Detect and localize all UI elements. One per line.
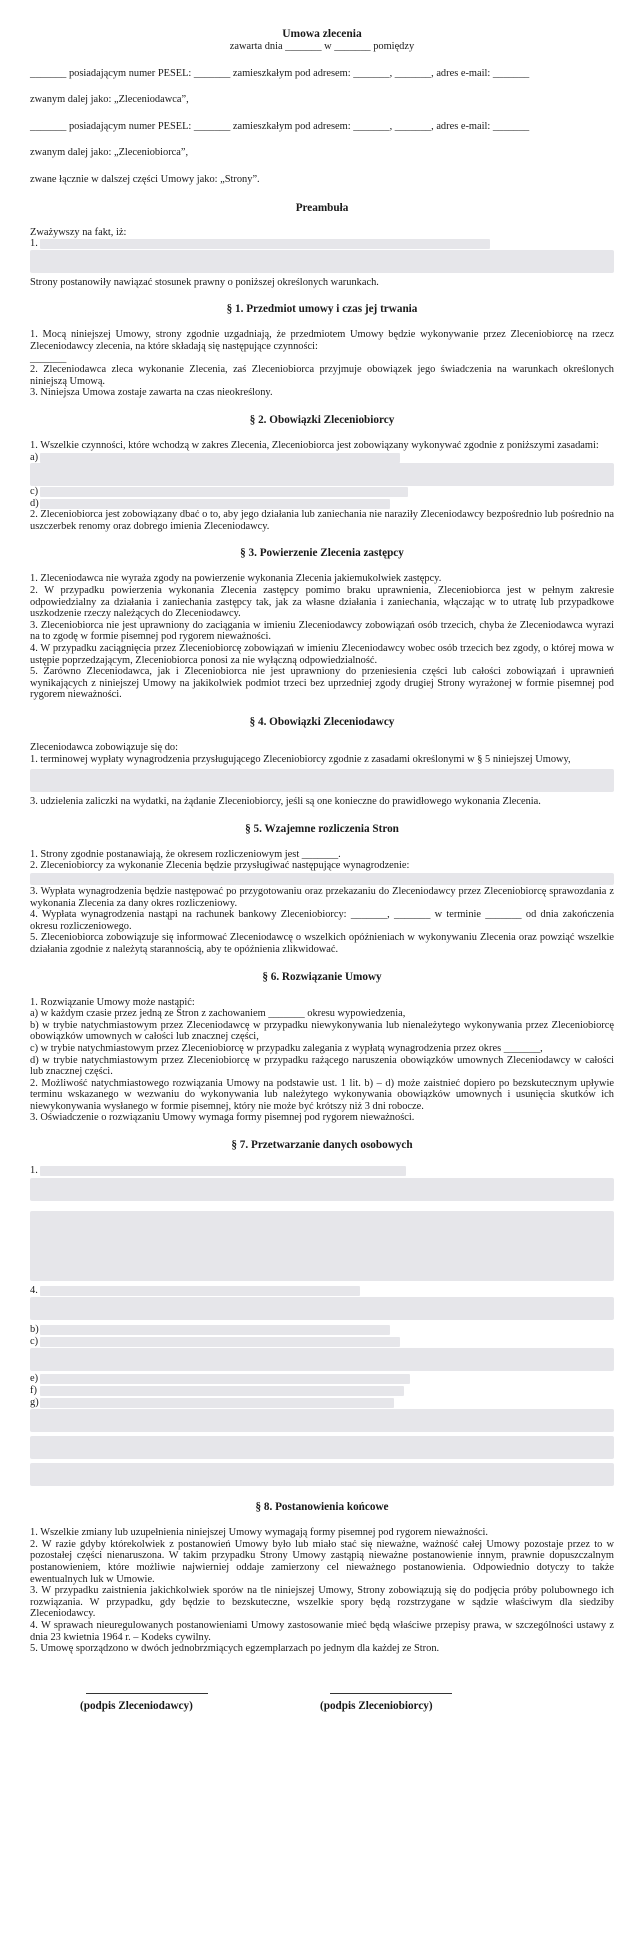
placeholder-block (30, 1463, 614, 1486)
s5-para-1: 1. Strony zgodnie postanawiają, że okresem rozliczeniowym jest _______. (30, 848, 341, 860)
s7-item-e (30, 1373, 614, 1385)
placeholder-bar (40, 1398, 394, 1408)
s6-item-a: a) w każdym czasie przez jedną ze Stron z zachowaniem _______ okresu wypowiedzenia, (30, 1008, 406, 1020)
item-label: 4. (30, 1284, 38, 1296)
item-label: d) (30, 497, 39, 509)
s5-para-5: 5. Zleceniobiorca zobowiązuje się informować Zleceniodawcę o wszelkich opóźnieniach w wykonywaniu Zlecenia oraz powziąć wszelkie działania zgodnie z należytą starannością, aby te opóźnienia zlikwidować. (30, 932, 614, 955)
section-7-title: § 7. Przetwarzanie danych osobowych (231, 1139, 413, 1152)
placeholder-block (30, 1211, 614, 1281)
preamble-item-label: 1. (30, 238, 38, 250)
s5-para-3: 3. Wypłata wynagrodzenia będzie następować po przygotowaniu oraz przekazaniu do Zleceniodawcy przez Zleceniobiorcę sprawozdania z wykonania Zlecenia za dany okres rozliczeniowy. (30, 885, 614, 909)
placeholder-bar (40, 1386, 404, 1396)
s7-item-1 (30, 1165, 614, 1177)
s2-item-d (30, 498, 614, 510)
document-subtitle: zawarta dnia _______ w _______ pomiędzy (229, 41, 415, 52)
preamble-intro: Zważywszy na fakt, iż: (30, 226, 127, 238)
item-label: e) (30, 1373, 39, 1385)
s4-para-3: 3. udzielenia zaliczki na wydatki, na żądanie Zleceniobiorcy, jeśli są one konieczne do prawidłowego wykonania Zlecenia. (30, 796, 541, 808)
s6-para-2: 2. Możliwość natychmiastowego rozwiązania Umowy na podstawie ust. 1 lit. b) – d) może zaistnieć dopiero po bezskutecznym upływie terminu wskazanego w wezwaniu do wykonywania lub należytego wykonywania obowiązków umownych i usunięcia skutków ich niewykonywania wysłanego w formie pisemnej, który nie może być krótszy niż 3 dni robocze. (30, 1077, 614, 1112)
s4-intro: Zleceniodawca zobowiązuje się do: (30, 742, 179, 753)
s2-item-a (30, 452, 614, 464)
s8-para-2: 2. W razie gdyby którekolwiek z postanowień Umowy było lub miało stać się nieważne, ważność całej Umowy pozostaje przez to w pozostałej części nienaruszona. W takim przypadku Strony Umowy zastąpią nieważne postanowienie innym, prawnie dopuszczalnym postanowieniem, które możliwie najwierniej oddaje zamierzony cel nieważnego postanowienia. Odpowiednio dotyczy to także ewentualnych luk w Umowie. (30, 1538, 614, 1585)
placeholder-bar (40, 1166, 406, 1176)
s3-para-5: 5. Zarówno Zleceniodawca, jak i Zleceniobiorca nie jest uprawniony do przeniesienia części lub całości zobowiązań i uprawnień wynikających z niniejszej Umowy na jakikolwiek podmiot trzeci bez uprzedniej zgody drugiej Strony wyrażonej w formie pisemnej pod rygorem nieważności. (30, 666, 614, 701)
placeholder-block (30, 1348, 614, 1371)
section-3-title: § 3. Powierzenie Zlecenia zastępcy (240, 547, 404, 560)
placeholder-block (30, 250, 614, 273)
s8-para-3: 3. W przypadku zaistnienia jakichkolwiek sporów na tle niniejszej Umowy, Strony zobowiązują się do podjęcia próby polubownego ich rozwiązania. W przypadku, gdy będzie to bezskuteczne, wszelkie spory będą rozstrzygane w sądzie właściwym dla siedziby Zleceniodawcy. (30, 1585, 614, 1620)
document-title: Umowa zlecenia (282, 28, 362, 40)
placeholder-bar (40, 239, 490, 249)
signature-label-left: (podpis Zleceniodawcy) (80, 1699, 193, 1712)
placeholder-bar (40, 499, 390, 509)
item-label: c) (30, 486, 39, 498)
item-label: a) (30, 451, 39, 463)
signature-line-left (86, 1693, 208, 1694)
s6-para-3: 3. Oświadczenie o rozwiązaniu Umowy wymaga formy pisemnej pod rygorem nieważności. (30, 1112, 415, 1124)
s5-para-2: 2. Zleceniobiorcy za wykonanie Zlecenia będzie przysługiwać następujące wynagrodzenie: (30, 860, 410, 872)
s7-item-c (30, 1336, 614, 1348)
s7-item-b (30, 1324, 614, 1336)
signature-line-right (330, 1693, 452, 1694)
s5-para-4: 4. Wypłata wynagrodzenia nastąpi na rachunek bankowy Zleceniobiorcy: _______, _______ w terminie _______ od dnia zakończenia okresu rozliczeniowego. (30, 909, 614, 932)
party2-role: zwanym dalej jako: „Zleceniobiorca”, (30, 147, 189, 159)
party2-details: _______ posiadającym numer PESEL: _______ zamieszkałym pod adresem: _______, _______, adres e-mail: _______ (30, 120, 530, 132)
placeholder-block (30, 1409, 614, 1432)
s7-item-4 (30, 1285, 614, 1297)
placeholder-block (30, 1178, 614, 1201)
s3-para-4: 4. W przypadku zaciągnięcia przez Zleceniobiorcę zobowiązań w imieniu Zleceniodawcy wobec osób trzecich bez zgody, o której mowa w ustępie poprzedzającym, Zleceniobiorca ponosi za nie wyłączną odpowiedzialność. (30, 643, 614, 666)
s8-para-5: 5. Umowę sporządzono w dwóch jednobrzmiących egzemplarzach po jednym dla każdej ze Stron. (30, 1643, 440, 1655)
item-label: b) (30, 1324, 39, 1336)
placeholder-block (30, 1436, 614, 1459)
placeholder-bar (40, 453, 400, 463)
s3-para-2: 2. W przypadku powierzenia wykonania Zlecenia zastępcy pomimo braku uprawnienia, Zleceniobiorca jest w pełnym zakresie odpowiedzialny za działania i zaniechania zastępcy tak, jak za własne działania i zaniechania, włączając w to utratę lub przypadkowe uszkodzenie rzeczy należących do Zleceniodawcy. (30, 585, 614, 620)
signature-label-right: (podpis Zleceniobiorcy) (320, 1699, 433, 1712)
s7-item-f (30, 1385, 614, 1397)
item-label: f) (30, 1385, 37, 1397)
section-2-title: § 2. Obowiązki Zleceniobiorcy (249, 413, 395, 426)
s1-para-3: 3. Niniejsza Umowa zostaje zawarta na czas nieokreślony. (30, 387, 273, 399)
placeholder-bar (40, 1337, 400, 1347)
s6-item-d: d) w trybie natychmiastowym przez Zleceniobiorcę w przypadku rażącego naruszenia obowiązków umownych Zleceniodawcy w całości lub znacznej części. (30, 1054, 614, 1078)
placeholder-block (30, 1297, 614, 1320)
s2-para-1: 1. Wszelkie czynności, które wchodzą w zakres Zlecenia, Zleceniobiorca jest zobowiązany wykonywać zgodnie z poniższymi zasadami: (30, 439, 599, 451)
s8-para-4: 4. W sprawach nieuregulowanych postanowieniami Umowy zastosowanie mieć będą właściwe przepisy prawa, w szczególności ustawy z dnia 23 kwietnia 1964 r. – Kodeks cywilny. (30, 1619, 614, 1643)
item-label: g) (30, 1396, 39, 1408)
signature-area (30, 1693, 614, 1733)
s3-para-1: 1. Zleceniodawca nie wyraża zgody na powierzenie wykonania Zlecenia jakiemukolwiek zastępcy. (30, 573, 442, 585)
section-4-title: § 4. Obowiązki Zleceniodawcy (249, 716, 395, 728)
s8-para-1: 1. Wszelkie zmiany lub uzupełnienia niniejszej Umowy wymagają formy pisemnej pod rygorem nieważności. (30, 1527, 489, 1539)
s1-para-1: 1. Mocą niniejszej Umowy, strony zgodnie uzgadniają, że przedmiotem Umowy będzie wykonywanie przez Zleceniobiorcę na rzecz Zleceniodawcy zlecenia, na które składają się następujące czynności: (30, 329, 614, 352)
placeholder-block (30, 873, 614, 885)
s6-item-b: b) w trybie natychmiastowym przez Zleceniodawcę w przypadku niewykonywania lub nienależytego wykonywania przez Zleceniobiorcę obowiązków umownych w całości lub znacznej części, (30, 1019, 614, 1043)
section-1-title: § 1. Przedmiot umowy i czas jej trwania (226, 303, 418, 316)
section-6-title: § 6. Rozwiązanie Umowy (262, 970, 382, 983)
s1-blank: _______ (30, 352, 67, 364)
section-5-title: § 5. Wzajemne rozliczenia Stron (245, 822, 399, 835)
section-8-title: § 8. Postanowienia końcowe (255, 1501, 389, 1514)
s6-item-c: c) w trybie natychmiastowym przez Zleceniobiorcę w przypadku zalegania z wypłatą wynagrodzenia przez okres _______, (30, 1042, 543, 1054)
party1-role: zwanym dalej jako: „Zleceniodawca”, (30, 94, 189, 106)
preamble-outro: Strony postanowiły nawiązać stosunek prawny o poniższej określonych warunkach. (30, 276, 379, 288)
placeholder-bar (40, 1325, 390, 1335)
s1-para-2: 2. Zleceniodawca zleca wykonanie Zlecenia, zaś Zleceniobiorca przyjmuje obowiązek jego świadczenia na warunkach określonych niniejszą Umową. (30, 364, 614, 387)
item-label: 1. (30, 1165, 38, 1177)
placeholder-bar (40, 1374, 410, 1384)
preamble-item-1 (30, 238, 614, 250)
s2-item-c (30, 486, 614, 498)
placeholder-bar (40, 487, 408, 497)
party1-details: _______ posiadającym numer PESEL: _______ zamieszkałym pod adresem: _______, _______, adres e-mail: _______ (30, 67, 530, 79)
s3-para-3: 3. Zleceniobiorca nie jest uprawniony do zaciągania w imieniu Zleceniodawcy zobowiązań osób trzecich, chyba że Zleceniodawca wyrazi na to zgodę w formie pisemnej pod rygorem nieważności. (30, 619, 614, 643)
s2-para-2: 2. Zleceniobiorca jest zobowiązany dbać o to, aby jego działania lub zaniechania nie naraziły Zleceniodawcy bezpośrednio lub pośrednio na uszczerbek renomy oraz dobrego imienia Zleceniodawcy. (30, 509, 614, 532)
s7-item-g (30, 1397, 614, 1409)
placeholder-block (30, 463, 614, 486)
item-label: c) (30, 1335, 39, 1347)
placeholder-bar (40, 1286, 360, 1296)
s6-para-1: 1. Rozwiązanie Umowy może nastąpić: (30, 996, 195, 1008)
parties-jointly: zwane łącznie w dalszej części Umowy jako: „Strony”. (30, 173, 260, 185)
s4-para-1: 1. terminowej wypłaty wynagrodzenia przysługującego Zleceniobiorcy zgodnie z zasadami określonymi w § 5 niniejszej Umowy, (30, 753, 571, 765)
preamble-title: Preambuła (295, 201, 349, 214)
placeholder-block (30, 769, 614, 792)
